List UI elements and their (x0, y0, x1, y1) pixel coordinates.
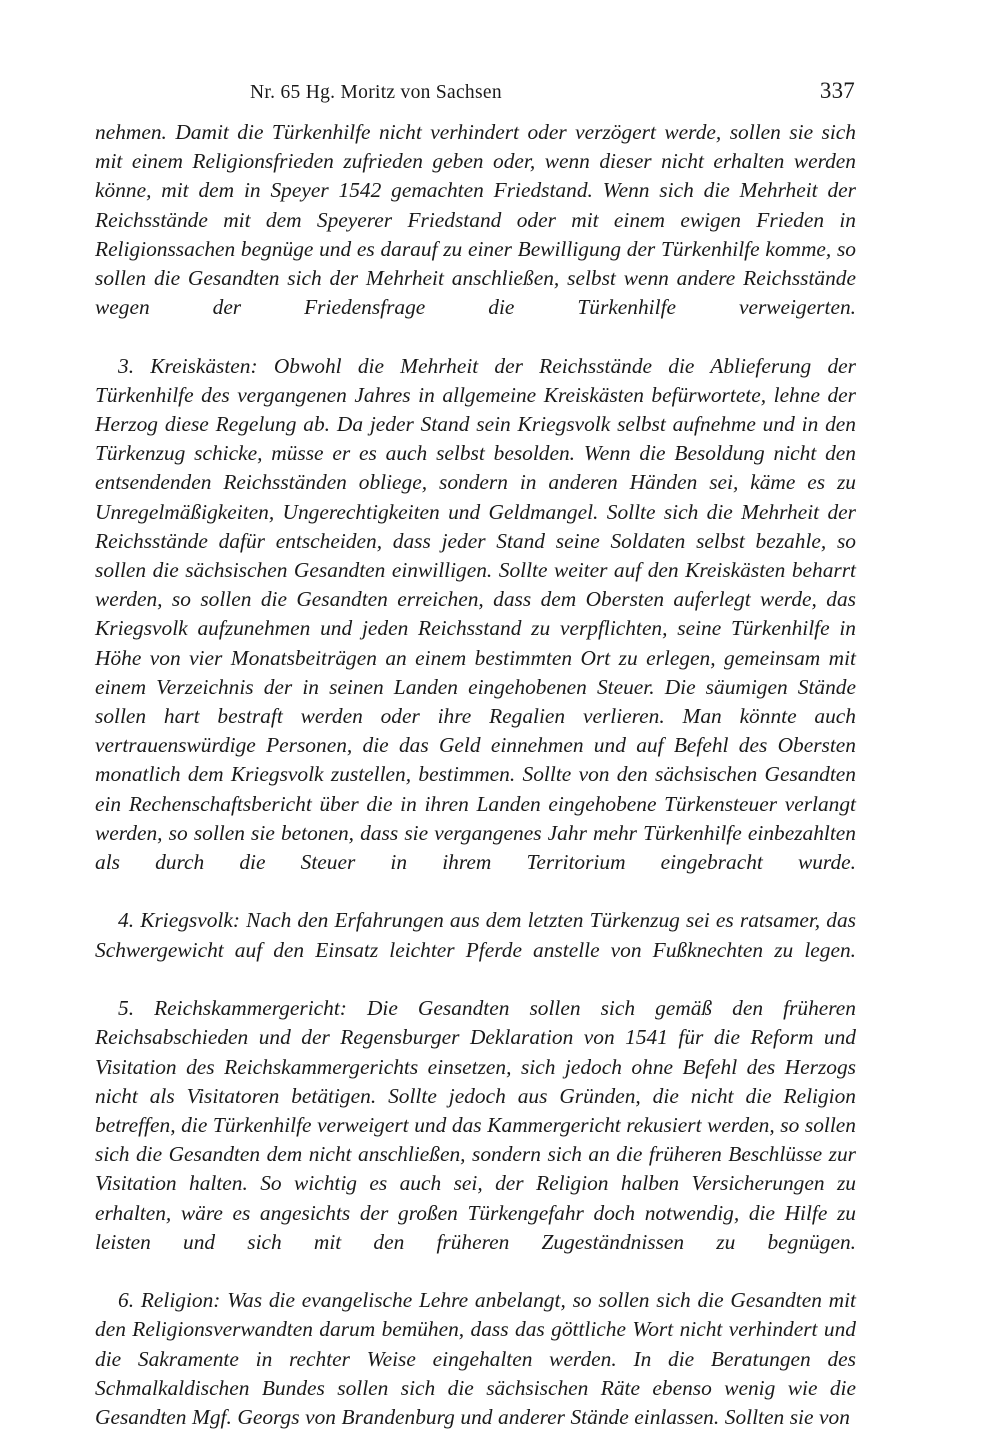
paragraph-item-3-kreiskaesten: 3. Kreiskästen: Obwohl die Mehrheit der Reichsstände die Ablieferung der Türkenhilfe des vergangenen Jahres in allgemeine Kreiskästen befürwortete, lehne der Herzog diese Regelung ab. Da jeder Stand sein Kriegsvolk selbst aufnehme und in den Türkenzug schicke, müsse er es auch selbst besolden. Wenn die Besoldung nicht den entsendenden Reichsständen obliege, sondern in anderen Händen sei, käme es zu Unregelmäßigkeiten, Ungerechtigkeiten und Geldmangel. Sollte sich die Mehrheit der Reichsstände dafür entscheiden, dass jeder Stand seine Soldaten selbst bezahle, so sollen die sächsischen Gesandten einwilligen. Sollte weiter auf den Kreiskästen beharrt werden, so sollen die Gesandten erreichen, dass dem Obersten auferlegt werde, das Kriegsvolk aufzunehmen und jeden Reichsstand zu verpflichten, seine Türkenhilfe in Höhe von vier Monatsbeiträgen an einem bestimmten Ort zu erlegen, gemeinsam mit einem Verzeichnis der in seinen Landen eingehobenen Steuer. Die säumigen Stände sollen hart bestraft werden oder ihre Regalien verlieren. Man könnte auch vertrauenswürdige Personen, die das Geld einnehmen und auf Befehl des Obersten monatlich dem Kriegsvolk zustellen, bestimmen. Sollte von den sächsischen Gesandten ein Rechenschaftsbericht über die in ihren Landen eingehobene Türkensteuer verlangt werden, so sollen sie betonen, dass sie vergangenes Jahr mehr Türkenhilfe einbezahlten als durch die Steuer in ihrem Territorium eingebracht wurde. (95, 353, 856, 875)
running-head (95, 78, 855, 104)
paragraph-continuation: nehmen. Damit die Türkenhilfe nicht verhindert oder verzögert werde, sollen sie sich mit einem Religionsfrieden zufrieden geben oder, wenn dieser nicht erhalten werden könne, mit dem in Speyer 1542 gemachten Friedstand. Wenn sich die Mehrheit der Reichsstände mit dem Speyerer Friedstand oder mit einem ewigen Frieden in Religionssachen begnüge und es darauf zu einer Bewilligung der Türkenhilfe komme, so sollen die Gesandten sich der Mehrheit anschließen, selbst wenn andere Reichsstände wegen der Friedensfrage die Türkenhilfe verweigerten. (95, 120, 856, 320)
paragraph-item-4-kriegsvolk: 4. Kriegsvolk: Nach den Erfahrungen aus dem letzten Türkenzug sei es ratsamer, das Schwergewicht auf den Einsatz leichter Pferde anstelle von Fußknechten zu legen. (95, 908, 856, 962)
body-text-block (95, 118, 856, 1432)
paragraph-item-6-religion: 6. Religion: Was die evangelische Lehre anbelangt, so sollen sich die Gesandten mit den Religionsverwandten darum bemühen, dass das göttliche Wort nicht verhindert und die Sakramente in rechter Weise eingehalten werden. In die Beratungen des Schmalkaldischen Bundes sollen sich die sächsischen Räte ebenso wenig wie die Gesandten Mgf. Georgs von Brandenburg und anderer Stände einlassen. Sollten sie von (95, 1288, 856, 1429)
paragraph-item-5-reichskammergericht: 5. Reichskammergericht: Die Gesandten sollen sich gemäß den früheren Reichsabschieden und der Regensburger Deklaration von 1541 für die Reform und Visitation des Reichskammergerichts einsetzen, sich jedoch ohne Befehl des Herzogs nicht als Visitatoren betätigen. Sollte jedoch aus Gründen, die nicht die Religion betreffen, die Türkenhilfe verweigert und das Kammergericht rekusiert werden, so sollen sich die Gesandten dem nicht anschließen, sondern sich an die früheren Beschlüsse zur Visitation halten. So wichtig es auch sei, der Religion halben Versicherungen zu erhalten, wäre es angesichts der großen Türkengefahr doch notwendig, die Hilfe zu leisten und sich mit den früheren Zugeständnissen zu begnügen. (95, 996, 856, 1254)
running-head-title: Nr. 65 Hg. Moritz von Sachsen (250, 82, 502, 103)
page-number: 337 (819, 78, 855, 103)
